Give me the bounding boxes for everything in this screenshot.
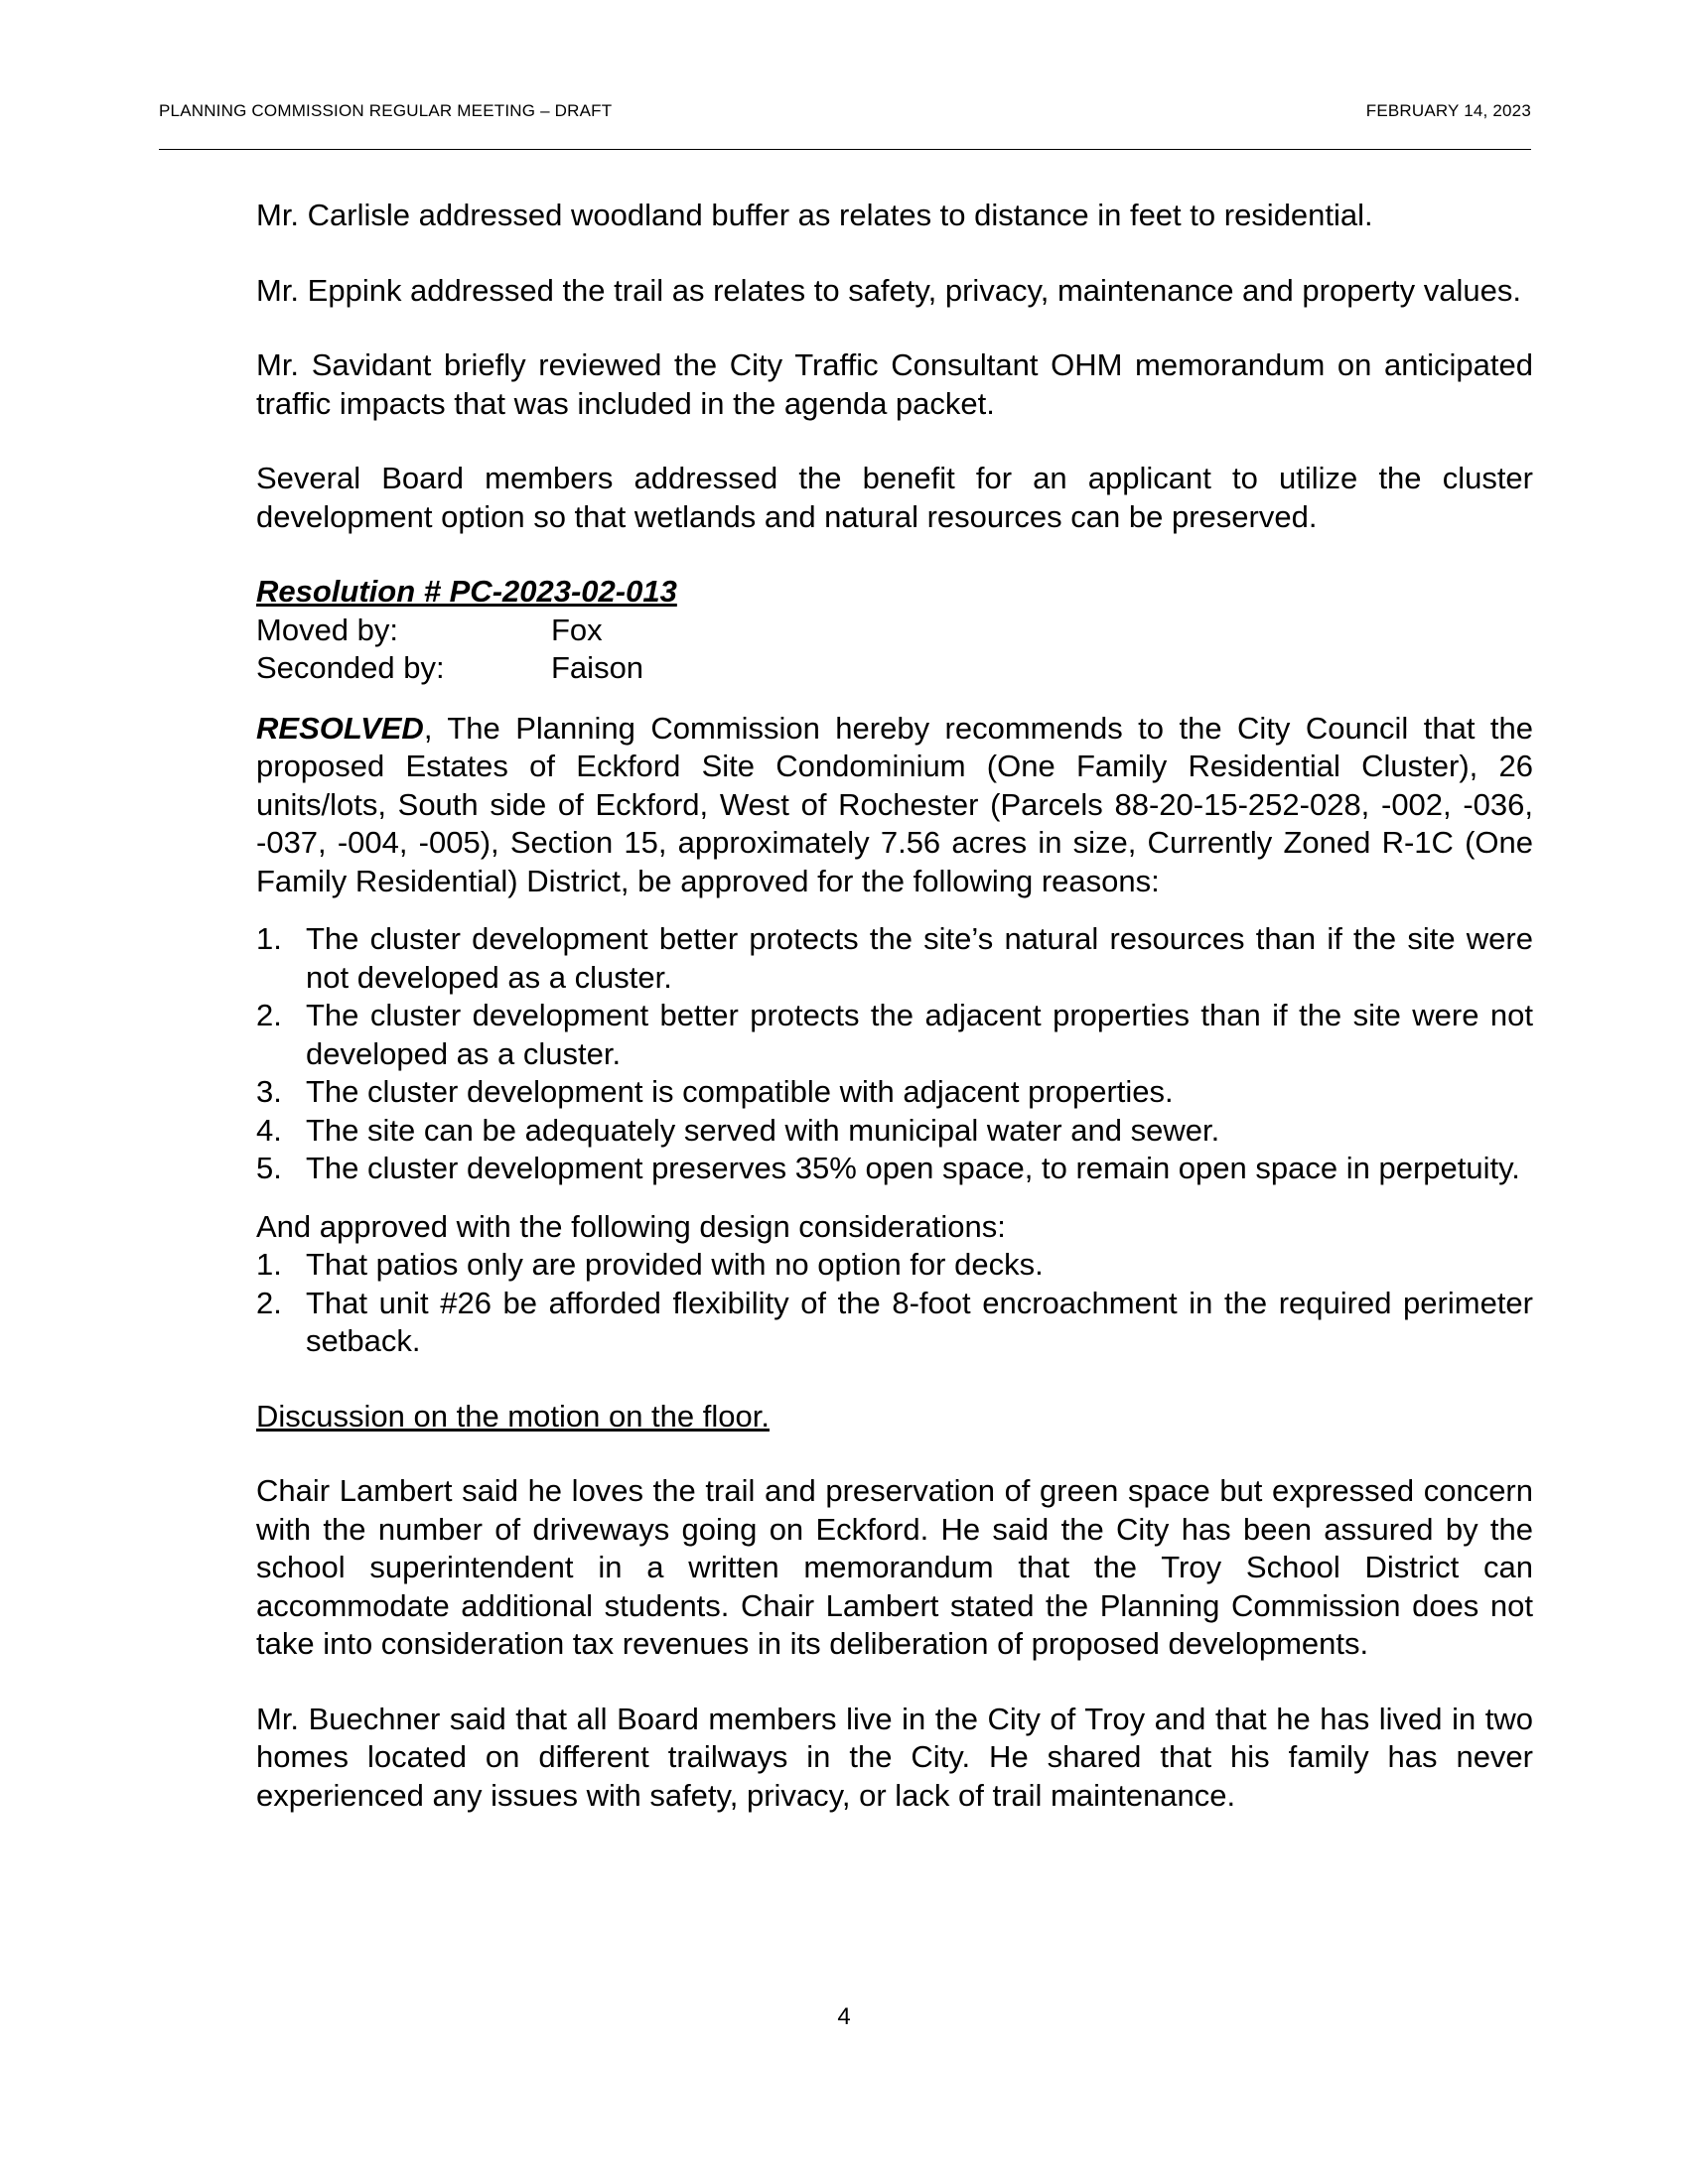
paragraph-buechner: Mr. Buechner said that all Board members live in the City of Troy and that he has lived in two homes located on different trailways in the City. He shared that his family has never experienced any issues with safety, privacy, or lack of trail maintenance. (256, 1701, 1533, 1813)
header-date: FEBRUARY 14, 2023 (1365, 101, 1531, 120)
seconded-by-value: Faison (551, 650, 644, 685)
paragraph-lambert: Chair Lambert said he loves the trail and preservation of green space but expressed concern with the number of driveways going on Eckford. He said the City has been assured by the school superintendent in a written memorandum that the Troy School District can accommodate additional students. Chair Lambert stated the Planning Commission does not take into consideration tax revenues in its deliberation of proposed developments. (256, 1473, 1533, 1661)
list-item: 1. That patios only are provided with no option for decks. (256, 1247, 1044, 1282)
design-considerations-list (256, 1246, 1533, 1361)
moved-by-row (256, 612, 1533, 650)
list-item: 2. That unit #26 be afforded flexibility of the 8-foot encroachment in the required perimeter setback. (256, 1285, 1533, 1358)
seconded-by-label: Seconded by: (256, 650, 445, 685)
resolved-keyword: RESOLVED (256, 710, 424, 746)
page-number: 4 (837, 2003, 851, 2030)
header-divider (159, 149, 1531, 150)
header-meeting-title: PLANNING COMMISSION REGULAR MEETING – DRAFT (159, 101, 613, 120)
moved-by-label: Moved by: (256, 612, 399, 647)
resolved-paragraph (256, 710, 1533, 901)
list-item: 1. The cluster development better protects the site’s natural resources than if the site were not developed as a cluster. (256, 921, 1533, 995)
list-item: 3. The cluster development is compatible with adjacent properties. (256, 1074, 1174, 1109)
paragraph-eppink: Mr. Eppink addressed the trail as relates to safety, privacy, maintenance and property values. (256, 272, 1521, 308)
list-item: 4. The site can be adequately served with municipal water and sewer. (256, 1112, 1220, 1148)
reasons-list (256, 920, 1533, 1188)
design-intro: And approved with the following design considerations: (256, 1208, 1006, 1244)
resolution-title: Resolution # PC-2023-02-013 (256, 574, 677, 609)
seconded-by-row (256, 649, 1533, 688)
motion-block (256, 612, 1533, 688)
page-header (159, 101, 1531, 121)
paragraph-savidant: Mr. Savidant briefly reviewed the City Traffic Consultant OHM memorandum on anticipated traffic impacts that was included in the agenda packet. (256, 347, 1533, 421)
document-body (256, 197, 1533, 1851)
list-item: 2. The cluster development better protects the adjacent properties than if the site were not developed as a cluster. (256, 998, 1533, 1071)
discussion-heading: Discussion on the motion on the floor. (256, 1398, 770, 1433)
list-item: 5. The cluster development preserves 35% open space, to remain open space in perpetuity. (256, 1151, 1520, 1185)
paragraph-board-members: Several Board members addressed the benefit for an applicant to utilize the cluster development option so that wetlands and natural resources can be preserved. (256, 461, 1533, 534)
paragraph-carlisle: Mr. Carlisle addressed woodland buffer as relates to distance in feet to residential. (256, 198, 1373, 232)
resolved-text: , The Planning Commission hereby recommends to the City Council that the proposed Estates of Eckford Site Condominium (One Family Residential Cluster), 26 units/lots, South side of Eckford, West of Rochester (Parcels 88-20-15-252-028, -002, -036, -037, -004, -005), Section 15, approximately 7.56 acres in size, Currently Zoned R-1C (One Family Residential) District, be approved for the following reasons: (256, 710, 1533, 898)
moved-by-value: Fox (551, 612, 603, 647)
